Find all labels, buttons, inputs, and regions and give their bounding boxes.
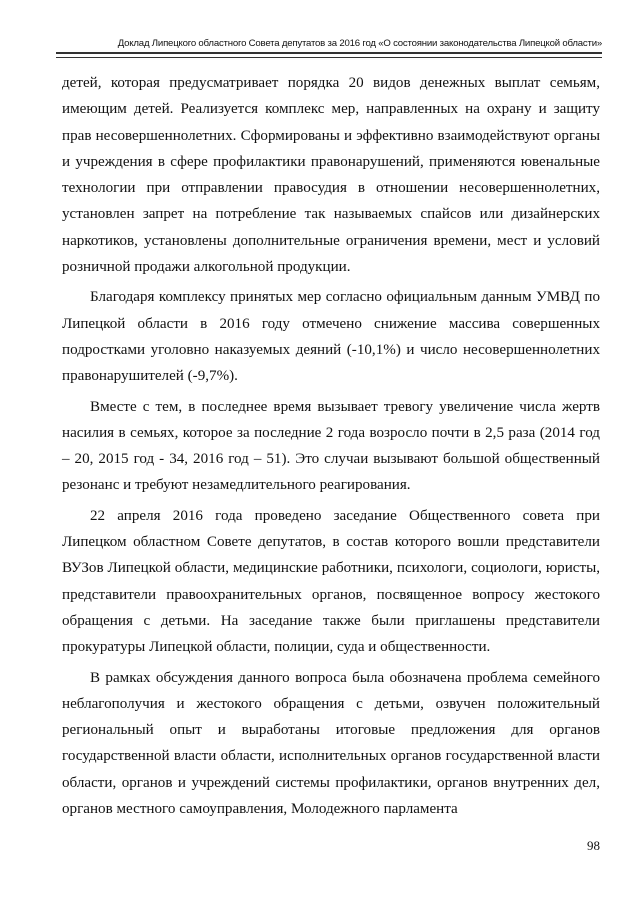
paragraph: В рамках обсуждения данного вопроса была обозначена проблема семейного неблагополучия и жестокого обращения с детьми, озвучен положительный региональный опыт и выработаны итоговые предложения для органов государственной власти области, исполнительных органов государственной власти области, органов и учреждений системы профилактики, органов внутренних дел, органов местного самоуправления, Молодежного парламента <box>62 669 600 818</box>
paragraph: Вместе с тем, в последнее время вызывает тревогу увеличение числа жертв насилия в семьях, которое за последние 2 года возросло почти в 2,5 раза (2014 год – 20, 2015 год - 34, 2016 год – 51). Это случаи вызывают большой общественный резонанс и требуют незамедлительного реагирования. <box>62 398 600 494</box>
paragraph: Благодаря комплексу принятых мер согласно официальным данным УМВД по Липецкой области в 2016 году отмечено снижение массива совершенных подростками уголовно наказуемых деяний (-10,1%) и число несовершеннолетних правонарушителей (-9,7%). <box>62 289 600 385</box>
header-rule <box>56 52 602 58</box>
paragraph-continued: детей, которая предусматривает порядка 20 видов денежных выплат семьям, имеющим детей. Реализуется комплекс мер, направленных на охрану и защиту прав несовершеннолетних. Сформированы и эффективно взаимодействуют органы и учреждения в сфере профилактики правонарушений, применяются ювенальные технологии при отправлении правосудия в отношении несовершеннолетних, установлен запрет на потребление так называемых спайсов или дизайнерских наркотиков, установлены дополнительные ограничения времени, мест и условий розничной продажи алкогольной продукции. <box>62 75 600 276</box>
paragraph: 22 апреля 2016 года проведено заседание Общественного совета при Липецком областном Совете депутатов, в состав которого вошли представители ВУЗов Липецкой области, медицинские работники, психологи, социологи, юристы, представители правоохранительных органов, посвященное вопросу жестокого обращения с детьми. На заседание также были приглашены представители прокуратуры Липецкой области, полиции, суда и общественности. <box>62 507 600 656</box>
page-number: 98 <box>587 838 600 853</box>
body-text <box>62 70 600 826</box>
running-header: Доклад Липецкого областного Совета депутатов за 2016 год «О состоянии законодательства Липецкой области» <box>117 38 602 49</box>
